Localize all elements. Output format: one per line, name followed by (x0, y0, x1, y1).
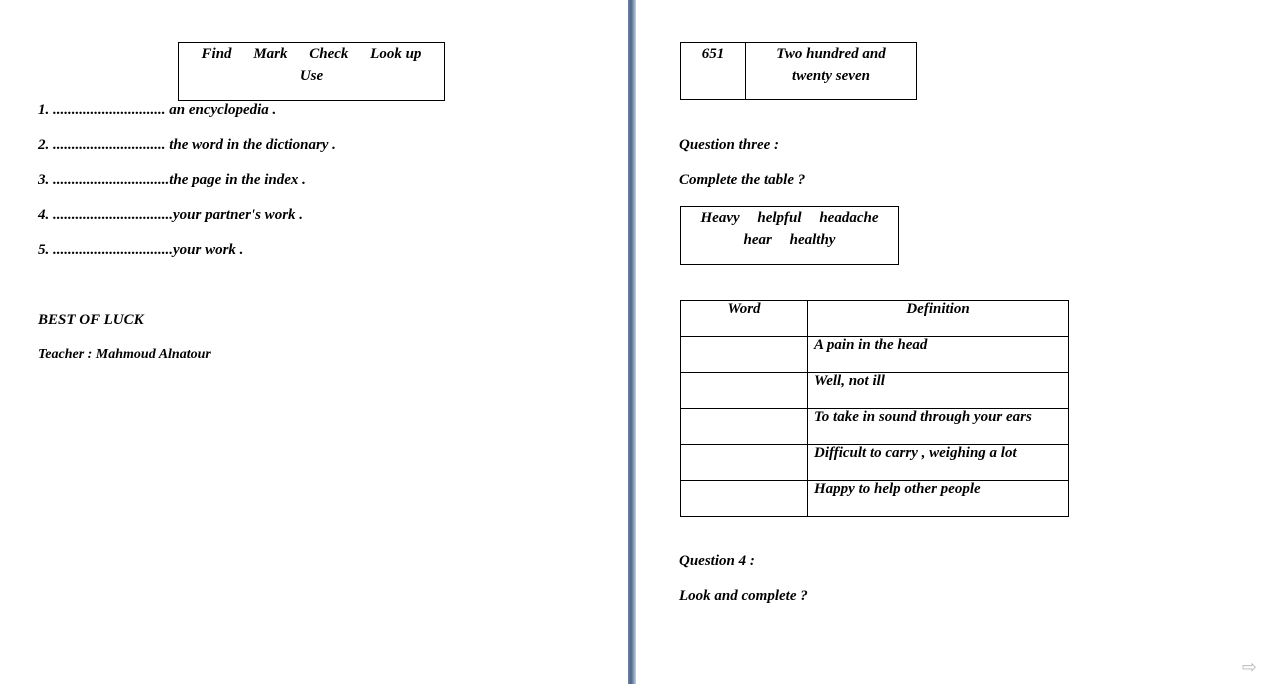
word-cell (681, 409, 808, 445)
word-cell (681, 337, 808, 373)
item-text: the word in the dictionary . (165, 137, 336, 153)
teacher-name: Teacher : Mahmoud Alnatour (38, 347, 211, 362)
word-box-left (178, 42, 445, 101)
table-header-row (681, 301, 1069, 337)
question-four-instruction: Look and complete ? (679, 588, 808, 604)
table-row (681, 481, 1069, 517)
left-page (0, 0, 628, 684)
exercise-item-4 (38, 207, 303, 224)
item-text: your partner's work . (173, 207, 304, 223)
word-healthy: healthy (789, 232, 836, 248)
table-row (681, 445, 1069, 481)
word-mark: Mark (253, 46, 288, 62)
item-number: 1. (38, 102, 50, 118)
exercise-item-1 (38, 102, 276, 119)
item-number: 5. (38, 242, 50, 258)
number-table (680, 42, 917, 100)
item-text: the page in the index . (169, 172, 306, 188)
word-cell (681, 373, 808, 409)
item-number: 2. (38, 137, 50, 153)
table-row (681, 409, 1069, 445)
definition-cell: Difficult to carry , weighing a lot (808, 445, 1069, 481)
exercise-item-5 (38, 242, 243, 259)
number-words-cell: Two hundred and twenty seven (746, 43, 917, 100)
word-hear: hear (743, 232, 772, 248)
answer-blank: ................................ (53, 207, 173, 223)
header-word: Word (681, 301, 808, 337)
item-text: an encyclopedia . (165, 102, 277, 118)
word-check: Check (309, 46, 349, 62)
answer-blank: .............................. (53, 137, 166, 153)
answer-blank: ............................... (53, 172, 170, 188)
answer-blank: ................................ (53, 242, 173, 258)
definition-cell: To take in sound through your ears (808, 409, 1069, 445)
definition-cell: Well, not ill (808, 373, 1069, 409)
question-three-title: Question three : (679, 137, 780, 153)
item-text: your work . (173, 242, 244, 258)
closing-text: BEST OF LUCK (38, 312, 144, 328)
definition-cell: Happy to help other people (808, 481, 1069, 517)
next-page-arrow-icon[interactable]: ⇨ (1241, 657, 1257, 678)
word-cell (681, 481, 808, 517)
table-row (681, 337, 1069, 373)
item-number: 3. (38, 172, 50, 188)
definition-table (680, 300, 1069, 517)
table-row (681, 373, 1069, 409)
word-heavy: Heavy (700, 210, 740, 226)
item-number: 4. (38, 207, 50, 223)
question-three-instruction: Complete the table ? (679, 172, 806, 188)
answer-blank: .............................. (53, 102, 166, 118)
word-box-right (680, 206, 899, 265)
word-headache: headache (819, 210, 879, 226)
header-definition: Definition (808, 301, 1069, 337)
number-cell: 651 (681, 43, 746, 100)
word-use: Use (299, 68, 324, 84)
question-four-title: Question 4 : (679, 553, 755, 569)
word-look-up: Look up (370, 46, 422, 62)
page-divider (628, 0, 636, 684)
definition-cell: A pain in the head (808, 337, 1069, 373)
word-find: Find (201, 46, 232, 62)
word-helpful: helpful (757, 210, 802, 226)
word-cell (681, 445, 808, 481)
exercise-item-2 (38, 137, 336, 154)
exercise-item-3 (38, 172, 306, 189)
